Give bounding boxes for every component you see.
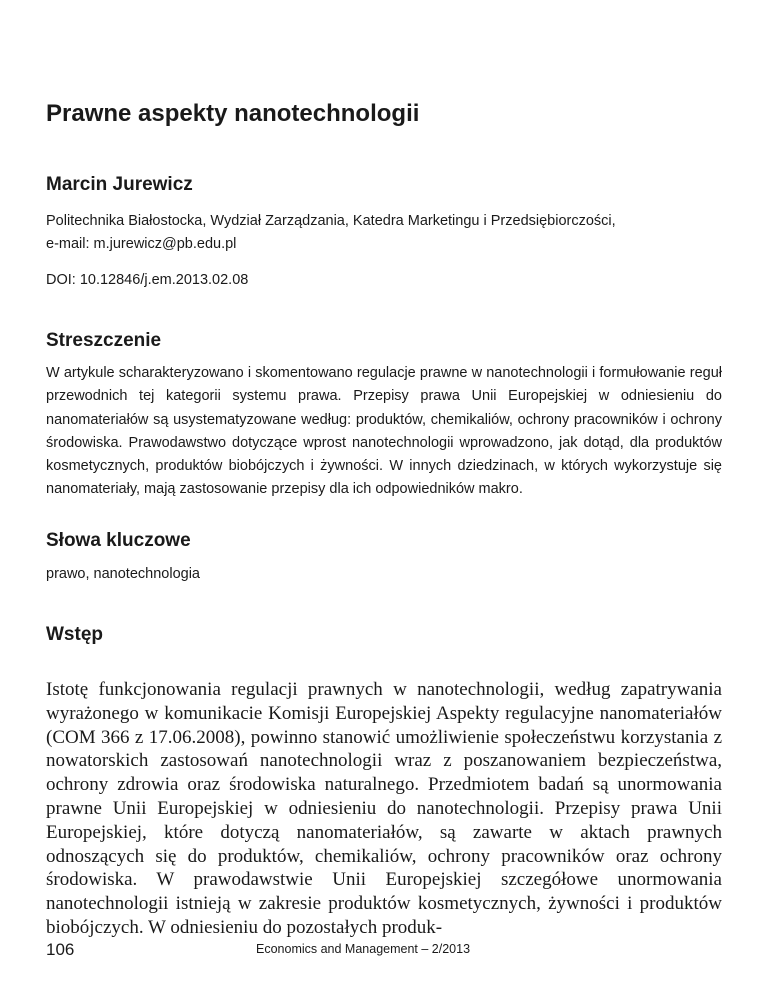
- page-number: 106: [46, 940, 75, 959]
- introduction-heading: Wstęp: [46, 624, 103, 645]
- author-affiliation-block: [46, 210, 726, 256]
- article-title: Prawne aspekty nanotechnologii: [46, 100, 420, 127]
- journal-footer: Economics and Management – 2/2013: [256, 942, 471, 956]
- doi: DOI: 10.12846/j.em.2013.02.08: [46, 272, 249, 288]
- keywords-heading: Słowa kluczowe: [46, 530, 191, 551]
- affiliation: Politechnika Białostocka, Wydział Zarządzania, Katedra Marketingu i Przedsiębiorczości,: [46, 213, 616, 229]
- keywords-text: prawo, nanotechnologia: [46, 566, 200, 582]
- abstract-heading: Streszczenie: [46, 330, 162, 351]
- author-name: Marcin Jurewicz: [46, 174, 193, 195]
- abstract-text: W artykule scharakteryzowano i skomentowano regulacje prawne w nanotechnologii i formułowanie reguł przewodnich tej kategorii systemu prawa. Przepisy prawa Unii Europejskiej w odniesieniu do nanomateriałów są usystematyzowane według: produktów, chemikaliów, ochrony pracowników i ochrony środowiska. Prawodawstwo dotyczące wprost nanotechnologii wprowadzono, jak dotąd, dla produktów kosmetycznych, produktów biobójczych i żywności. W innych dziedzinach, w których wykorzystuje się nanomateriały, mają zastosowanie przepisy dla ich odpowiedników makro.: [46, 365, 722, 498]
- email: e-mail: m.jurewicz@pb.edu.pl: [46, 236, 237, 252]
- introduction-text: Istotę funkcjonowania regulacji prawnych w nanotechnologii, według zapatrywania wyrażonego w komunikacie Komisji Europejskiej Aspekty regulacyjne nanomateriałów (COM 366 z 17.06.2008), powinno stanowić umożliwienie społeczeństwu korzystania z nowatorskich zastosowań nanotechnologii wraz z poszanowaniem bezpieczeństwa, ochrony zdrowia oraz środowiska naturalnego. Przedmiotem badań są unormowania prawne Unii Europejskiej w odniesieniu do nanotechnologii. Przepisy prawa Unii Europejskiej, które dotyczą nanomateriałów, są zawarte w aktach prawnych odnoszących się do produktów, chemikaliów, ochrony pracowników oraz ochrony środowiska. W prawodawstwie Unii Europejskiej szczegółowe unormowania nanotechnologii istnieją w zakresie produktów kosmetycznych, żywności i produktów biobójczych. W odniesieniu do pozostałych produk-: [46, 679, 722, 938]
